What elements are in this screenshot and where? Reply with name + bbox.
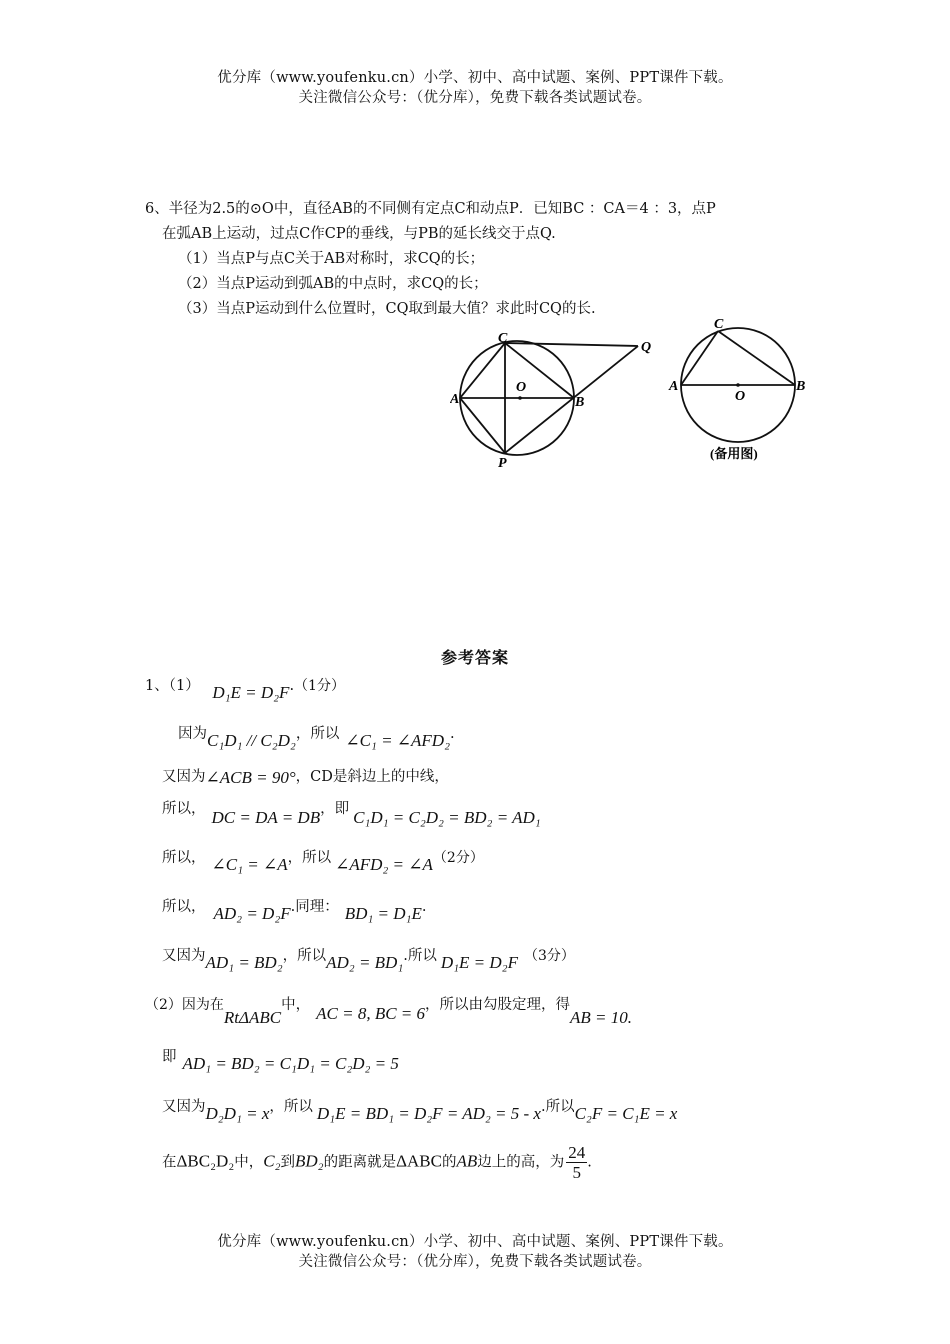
a10-math-3: C₂F = C₁E = x	[574, 1104, 678, 1123]
a10-text-c: .所以	[540, 1099, 575, 1115]
a11-dot: .	[587, 1154, 592, 1171]
fig1-segment-cq	[505, 343, 638, 346]
fig2-label-o: O	[735, 389, 746, 404]
a1-score: （1分）	[294, 678, 345, 694]
a11-math-5: AB	[456, 1151, 478, 1171]
q6-part-1: （1）当点P与点C关于AB对称时，求CQ的长；	[178, 251, 485, 267]
answer-line-4	[162, 797, 541, 827]
a7-score: （3分）	[523, 948, 575, 964]
a10-math-2: D₁E = BD₁ = D₂F = AD₂ = 5 - x	[316, 1104, 541, 1123]
a4-math-2: C₁D₁ = C₂D₂ = BD₂ = AD₁	[353, 808, 541, 827]
a11-text-e: 的	[441, 1154, 457, 1171]
a9-text-a: 即	[162, 1049, 177, 1065]
a3-math: ∠ACB = 90°	[205, 768, 296, 787]
figure-circle-main	[450, 325, 665, 470]
fig1-segment-pq	[505, 346, 638, 453]
a1-math: D₁E = D₂F	[212, 683, 290, 702]
a6-dot: .	[421, 899, 427, 915]
a10-math-1: D₂D₁ = x	[205, 1104, 270, 1123]
a11-text-a: 在	[162, 1154, 177, 1171]
a3-text-a: 又因为	[162, 769, 206, 785]
a11-fraction-numerator: 24	[568, 1143, 586, 1162]
fig2-segment-ca	[681, 331, 718, 385]
a8-text-b: 中，	[281, 997, 311, 1013]
a11-math-3: BD₂	[295, 1151, 324, 1171]
fig2-label-b: B	[796, 379, 806, 394]
q6-part-3: （3）当点P运动到什么位置时，CQ取到最大值？求此时CQ的长.	[178, 301, 596, 317]
fig2-segment-cb	[718, 331, 795, 385]
a2-math-1: C₁D₁ // C₂D₂	[207, 731, 296, 750]
answer-line-10	[162, 1095, 678, 1123]
fig1-center-dot	[518, 396, 522, 400]
answer-line-6	[162, 895, 427, 923]
a11-text-b: 中，	[234, 1154, 264, 1171]
fig2-caption: (备用图)	[710, 446, 758, 461]
fig2-center-dot	[736, 383, 740, 387]
a11-text-c: 到	[280, 1154, 295, 1171]
a7-text-b: ，所以	[282, 948, 327, 964]
a11-math-1: ΔBC₂D₂	[176, 1151, 235, 1171]
a5-math-1: ∠C₁ = ∠A	[211, 855, 288, 874]
a11-math-2: C₂	[263, 1151, 281, 1171]
q6-stem-line-1: 6、半径为2.5的⊙O中，直径AB的不同侧有定点C和动点P．已知BC ：CA＝4 ：3，点P	[145, 201, 716, 217]
fig1-label-q: Q	[641, 340, 652, 355]
footer-line-2: 关注微信公众号：（优分库），免费下载各类试题试卷。	[298, 1254, 652, 1270]
a6-text-a: 所以，	[162, 899, 206, 915]
answer-line-11	[162, 1143, 592, 1182]
a1-dot: .	[289, 678, 295, 694]
fig1-label-c: C	[498, 331, 508, 346]
answer-line-2	[178, 722, 455, 750]
answer-line-3	[162, 765, 449, 786]
fig2-label-c: C	[714, 317, 724, 332]
a7-math-2: AD₂ = BD₁	[326, 953, 404, 972]
a2-dot: .	[450, 726, 455, 742]
footer-line-1: 优分库（www.youfenku.cn）小学、初中、高中试题、案例、PPT课件下载。	[217, 1234, 733, 1250]
a7-math-1: AD₁ = BD₂	[205, 953, 283, 972]
a10-text-b: ，所以	[269, 1099, 313, 1115]
a1-prefix: 1、（1）	[145, 678, 200, 694]
a8-text-c: ，所以由勾股定理，得	[425, 997, 571, 1013]
a5-text-b: ，所以	[287, 850, 332, 866]
answer-line-9	[162, 1045, 399, 1073]
a8-text-a: （2）因为在	[145, 997, 224, 1013]
fig1-label-b: B	[575, 395, 585, 410]
a3-text-b: ，CD是斜边上的中线，	[295, 769, 449, 785]
fig1-label-a: A	[450, 392, 460, 407]
a4-math-1: DC = DA = DB	[211, 808, 321, 827]
a4-text-b: ，即	[320, 801, 350, 817]
a9-math: AD₁ = BD₂ = C₁D₁ = C₂D₂ = 5	[182, 1054, 399, 1073]
a6-text-b: .同理：	[290, 899, 339, 915]
answer-line-8	[145, 993, 633, 1027]
a11-fraction-denominator: 5	[572, 1163, 581, 1182]
a8-math-2: AC = 8, BC = 6	[316, 1004, 426, 1023]
a8-math-1: RtΔABC	[223, 1008, 282, 1027]
header-line-1: 优分库（www.youfenku.cn）小学、初中、高中试题、案例、PPT课件下载。	[217, 70, 733, 86]
a4-text-a: 所以，	[162, 801, 206, 817]
answer-line-5	[162, 846, 484, 874]
a7-text-a: 又因为	[162, 948, 206, 964]
a2-text-b: ，所以	[295, 726, 340, 742]
q6-stem-line-2: 在弧AB上运动，过点C作CP的垂线，与PB的延长线交于点Q.	[162, 226, 556, 242]
answers-title: 参考答案	[440, 648, 509, 667]
a6-math-1: AD₂ = D₂F	[213, 904, 291, 923]
a7-math-3: D₁E = D₂F	[440, 953, 518, 972]
a5-text-a: 所以，	[162, 850, 206, 866]
a7-text-c: .所以	[403, 948, 437, 964]
fig2-label-a: A	[669, 379, 679, 394]
a11-math-4: ΔABC	[396, 1151, 442, 1171]
q6-part-2: （2）当点P运动到弧AB的中点时，求CQ的长；	[178, 276, 488, 292]
fig1-label-o: O	[516, 380, 527, 395]
a10-text-a: 又因为	[162, 1099, 206, 1115]
a2-math-2: ∠C₁ = ∠AFD₂	[345, 731, 450, 750]
figure-circle-backup	[666, 315, 816, 465]
a2-text-a: 因为	[178, 726, 207, 742]
a5-score: （2分）	[432, 850, 484, 866]
a11-fraction	[566, 1143, 587, 1182]
a5-math-2: ∠AFD₂ = ∠A	[335, 855, 433, 874]
a11-text-f: 边上的高，为	[477, 1154, 565, 1171]
a11-text-d: 的距离就是	[323, 1154, 397, 1171]
fig1-label-p: P	[498, 456, 507, 470]
header-line-2: 关注微信公众号：（优分库），免费下载各类试题试卷。	[298, 90, 652, 106]
a6-math-2: BD₁ = D₁E	[344, 904, 422, 923]
answer-line-1	[145, 674, 345, 702]
a8-math-3: AB = 10.	[570, 1008, 633, 1027]
answer-line-7	[162, 944, 575, 972]
